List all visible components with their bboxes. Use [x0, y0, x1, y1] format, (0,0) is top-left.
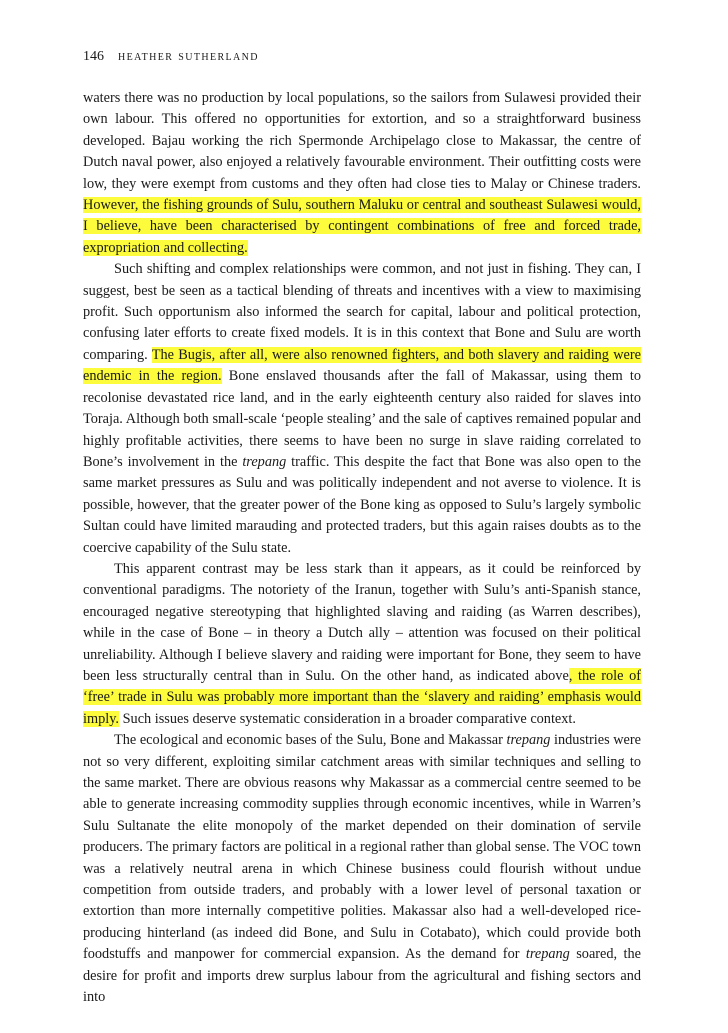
paragraph-3 — [83, 559, 641, 730]
paragraph-4-text-c: soared, the desire for profit and imports drew surplus labour from the agricultural and fishing sectors and into — [83, 946, 641, 1006]
paragraph-4-text-a: The ecological and economic bases of the Sulu, Bone and Makassar — [114, 732, 507, 749]
highlight-1: However, the fishing grounds of Sulu, southern Maluku or central and southeast Sulawesi would, I believe, have been characterised by contingent combinations of free and forced trade, expropriation and collecting. — [83, 197, 641, 256]
paragraph-2-text-b: Bone enslaved thousands after the fall of Makassar, using them to recolonise devastated rice land, and in the early eighteenth century also raided for slaves into Toraja. Although both small-scale ‘people stealing’ and the sale of captives remained popular and highly profitable activities, there seems to have been no surge in slave raiding correlated to Bone’s involvement in the — [83, 368, 641, 470]
paragraph-2-text-c: traffic. This despite the fact that Bone was also open to the same market pressures as Sulu and was politically independent and not averse to violence. It is possible, however, that the greater power of the Bone king as opposed to Sulu’s largely symbolic Sultan could have limited marauding and protected traders, but this again raises doubts as to the coercive capability of the Sulu state. — [83, 453, 641, 556]
highlight-2: The Bugis, after all, were also renowned fighters, and both slavery and raiding were endemic in the region. — [83, 346, 641, 385]
page-number: 146 — [83, 49, 104, 64]
paragraph-2-text-a: Such shifting and complex relationships were common, and not just in fishing. They can, I suggest, best be seen as a tactical blending of threats and incentives with a view to maximising profit. Such opportunism also informed the search for capital, labour and political protection, confusing later efforts to create fixed models. It is in this context that Bone and Sulu are worth comparing. — [83, 261, 641, 363]
paragraph-4 — [83, 730, 641, 1008]
running-head-author: heather sutherland — [118, 49, 259, 64]
highlight-3: , the role of ‘free’ trade in Sulu was probably more important than the ‘slavery and raiding’ emphasis would imply. — [83, 667, 641, 727]
italic-term-trepang: trepang — [525, 946, 570, 963]
paragraph-4-text-b: industries were not so very different, exploiting similar catchment areas with similar techniques and selling to the same market. There are obvious reasons why Makassar as a commercial centre seemed to be able to generate increasing commodity supplies through economic incentives, while in Warren’s Sulu Sultanate the elite monopoly of the market depended on their domination of servile producers. The primary factors are political in a regional rather than global sense. The VOC town was a relatively neutral arena in which Chinese business could flourish without undue competition from outside traders, and probably with a lower level of personal taxation or extortion than more internally competitive polities. Makassar also had a well-developed rice-producing hinterland (as indeed did Bone, and Sulu in Cotabato), which could provide both foodstuffs and manpower for commercial expansion. As the demand for — [83, 732, 641, 963]
paragraph-2 — [83, 259, 641, 559]
paragraph-1 — [83, 88, 641, 259]
body-text — [83, 88, 641, 1008]
paragraph-3-text-a: This apparent contrast may be less stark than it appears, as it could be reinforced by conventional paradigms. The notoriety of the Iranun, together with Sulu’s anti-Spanish stance, encouraged negative stereotyping that highlighted slaving and raiding (as Warren describes), while in the case of Bone – in theory a Dutch ally – attention was focused on their political unreliability. Although I believe slavery and raiding were important for Bone, they seem to have been less structurally central than in Sulu. On the other hand, as indicated above — [83, 560, 641, 684]
paragraph-1-text: waters there was no production by local populations, so the sailors from Sulawesi provided their own labour. This offered no opportunities for extortion, and so a straightforward business developed. Bajau working the rich Spermonde Archipelago close to Makassar, the centre of Dutch naval power, also enjoyed a relatively favourable environment. Their outfitting costs were low, they were exempt from customs and they often had close ties to Malay or Chinese traders. — [83, 90, 641, 192]
italic-term-trepang: trepang — [506, 732, 551, 749]
italic-term-trepang: trepang — [242, 453, 287, 470]
paragraph-3-text-b: Such issues deserve systematic consideration in a broader comparative context. — [119, 710, 576, 727]
running-head — [83, 48, 259, 66]
